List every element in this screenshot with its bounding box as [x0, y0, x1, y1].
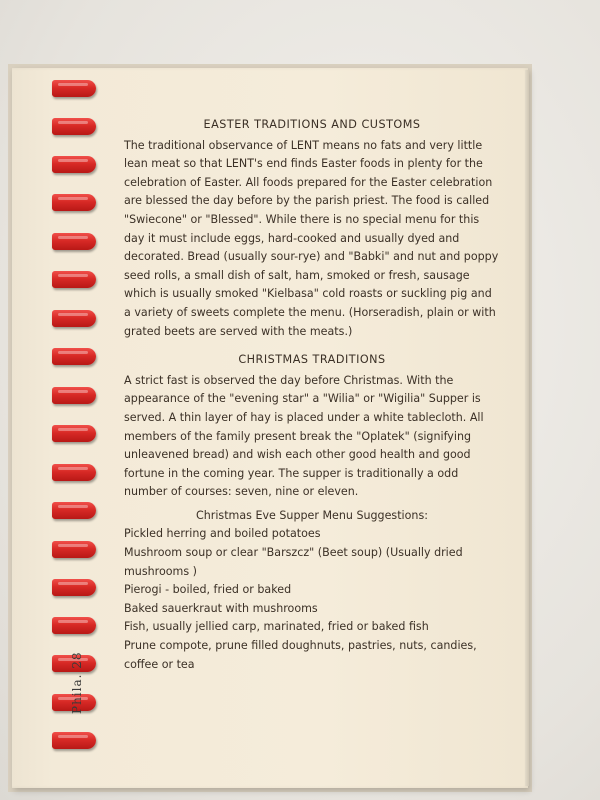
binding-ring	[52, 541, 96, 558]
spine-stamp: Phila. 28	[70, 651, 84, 714]
binding-ring	[52, 310, 96, 327]
binding-ring	[52, 80, 96, 97]
binding-ring	[52, 118, 96, 135]
christmas-title: CHRISTMAS TRADITIONS	[238, 353, 386, 367]
menu-heading: Christmas Eve Supper Menu Suggestions:	[196, 508, 428, 522]
binding-ring	[52, 194, 96, 211]
binding-ring	[52, 233, 96, 250]
binding-ring	[52, 271, 96, 288]
binding-ring	[52, 579, 96, 596]
binding-ring	[52, 732, 96, 749]
page-edge	[525, 70, 529, 786]
menu-item: Pickled herring and boiled potatoes	[124, 527, 321, 541]
menu-item: Baked sauerkraut with mushrooms	[124, 601, 318, 615]
binding-ring	[52, 348, 96, 365]
binding-ring	[52, 425, 96, 442]
binding-ring	[52, 156, 96, 173]
menu-item: Prune compote, prune filled doughnuts, pastries, nuts, candies, coffee or tea	[124, 639, 477, 671]
page-content	[124, 116, 500, 674]
binding-ring	[52, 387, 96, 404]
easter-body: The traditional observance of LENT means no fats and very little lean meat so that LENT's end finds Easter foods in plenty for the celebration of Easter. All foods prepared for the Easter celebration are blessed the day before by the parish priest. The food is called "Swiecone" or "Blessed". While there is no special menu for this day it must include eggs, hard-cooked and usually dyed and decorated. Bread (usually sour-rye) and "Babki" and nut and poppy seed rolls, a small dish of salt, ham, smoked or fresh, sausage which is usually smoked "Kielbasa" cold roasts or suckling pig and a variety of sweets complete the menu. (Horseradish, plain or with grated beets are served with the meats.)	[124, 138, 499, 338]
christmas-body: A strict fast is observed the day before Christmas. With the appearance of the "evening star" a "Wilia" or "Wigilia" Supper is served. A thin layer of hay is placed under a white tablecloth. All members of the family present break the "Oplatek" (signifying unleavened bread) and wish each other good health and good fortune in the coming year. The supper is traditionally a odd number of courses: seven, nine or eleven.	[124, 373, 484, 499]
easter-title: EASTER TRADITIONS AND CUSTOMS	[203, 118, 421, 131]
menu-item: Pierogi - boiled, fried or baked	[124, 583, 292, 597]
menu-item: Fish, usually jellied carp, marinated, fried or baked fish	[124, 620, 429, 634]
binding-ring	[52, 502, 96, 519]
binding-ring	[52, 464, 96, 481]
menu-item: Mushroom soup or clear "Barszcz" (Beet soup) (Usually dried mushrooms )	[124, 546, 463, 578]
